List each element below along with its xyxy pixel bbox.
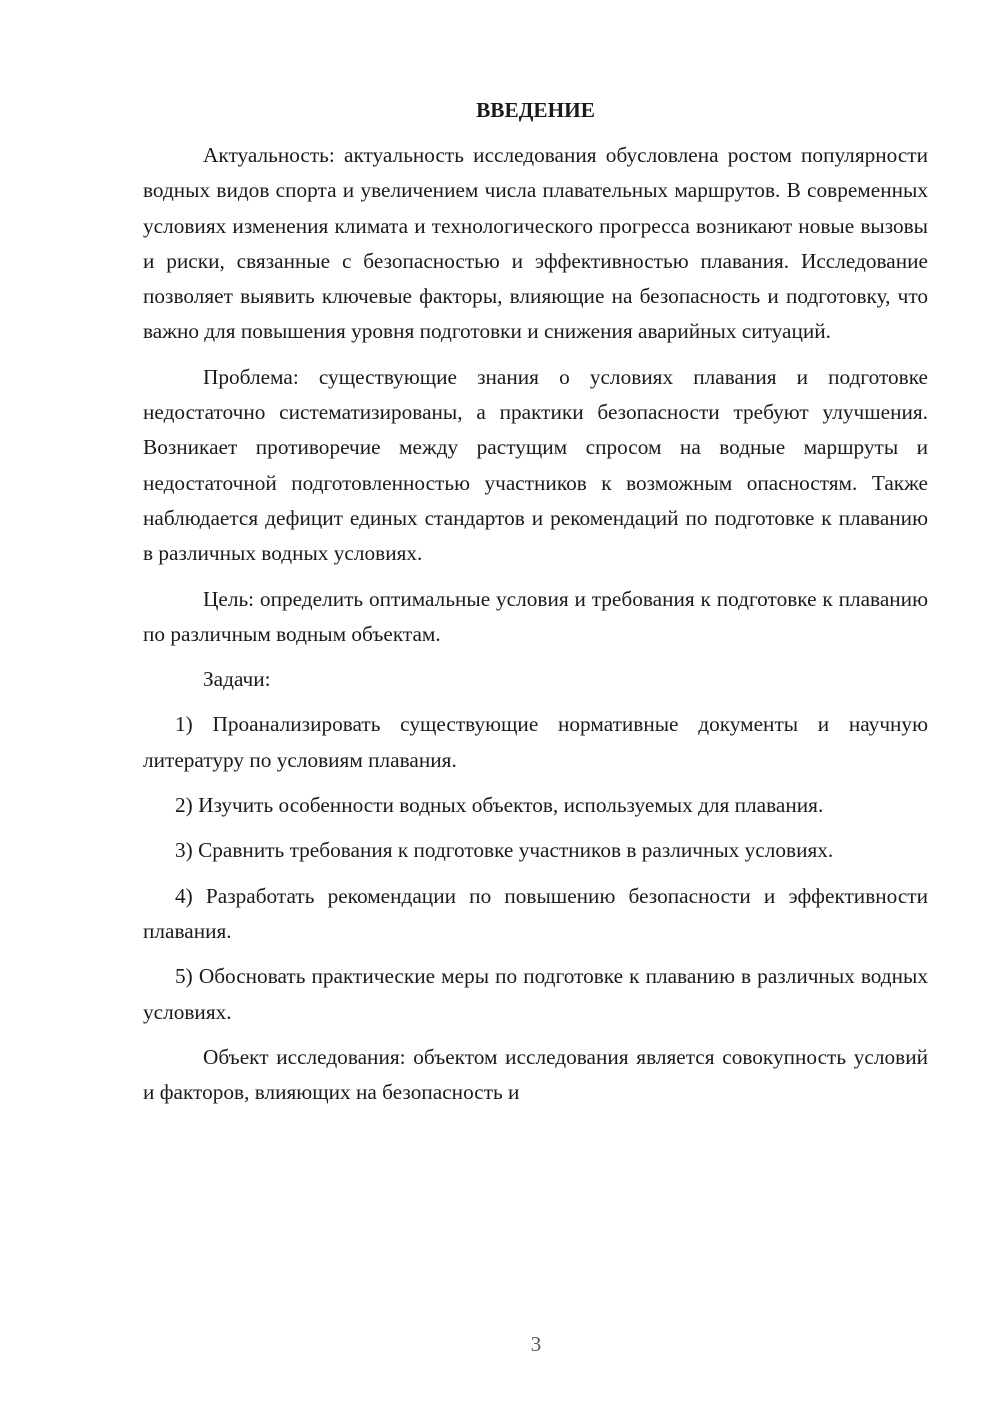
task-item: 3) Сравнить требования к подготовке участников в различных условиях. bbox=[175, 838, 834, 863]
page-number: 3 bbox=[530, 1332, 542, 1356]
task-item: 4) Разработать рекомендации по повышению безопасности и эффективности плавания. bbox=[143, 883, 928, 943]
paragraph-problem: Проблема: существующие знания о условиях плавания и подготовке недостаточно систематизированы, а практики безопасности требуют улучшения. Возникает противоречие между растущим спросом на водные маршруты и недостаточной подготовленностью участников к возможным опасностям. Также наблюдается дефицит единых стандартов и рекомендаций по подготовке к плаванию в различных водных условиях. bbox=[143, 364, 928, 566]
task-item: 1) Проанализировать существующие нормативные документы и научную литературу по условиям плавания. bbox=[143, 712, 928, 772]
task-item: 5) Обосновать практические меры по подготовке к плаванию в различных водных условиях. bbox=[143, 964, 928, 1024]
page-content bbox=[143, 90, 928, 1120]
task-item: 2) Изучить особенности водных объектов, используемых для плавания. bbox=[175, 793, 824, 818]
tasks-label: Задачи: bbox=[203, 667, 271, 692]
paragraph-goal: Цель: определить оптимальные условия и требования к подготовке к плаванию по различным водным объектам. bbox=[143, 586, 928, 646]
section-heading: ВВЕДЕНИЕ bbox=[476, 98, 595, 122]
paragraph-relevance: Актуальность: актуальность исследования обусловлена ростом популярности водных видов спорта и увеличением числа плавательных маршрутов. В современных условиях изменения климата и технологического прогресса возникают новые вызовы и риски, связанные с безопасностью и эффективностью плавания. Исследование позволяет выявить ключевые факторы, влияющие на безопасность и подготовку, что важно для повышения уровня подготовки и снижения аварийных ситуаций. bbox=[143, 143, 928, 344]
paragraph-object: Объект исследования: объектом исследования является совокупность условий и факторов, влияющих на безопасность и bbox=[143, 1044, 928, 1105]
